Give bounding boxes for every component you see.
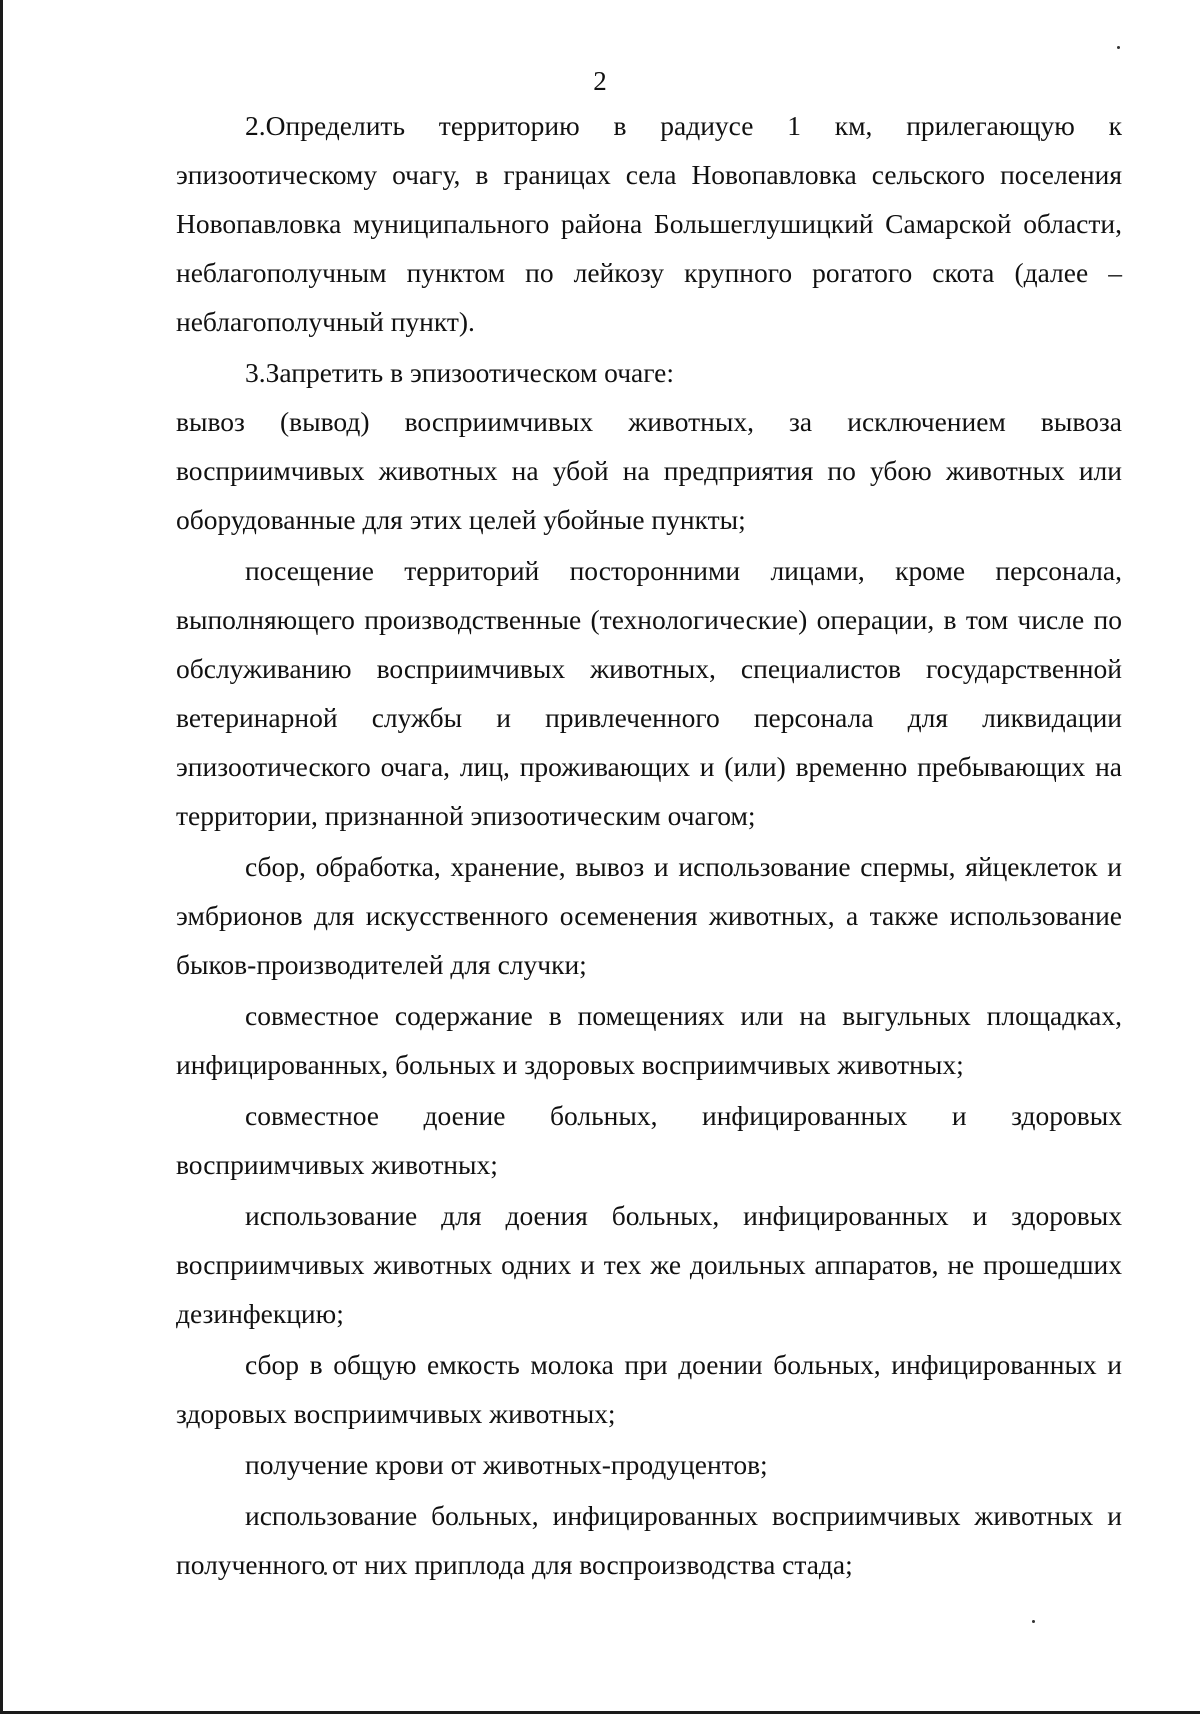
- scan-speck: [1032, 1620, 1035, 1623]
- prohibition-item: использование больных, инфицированных восприимчивых животных и полученного от них приплода для воспроизводства стада;: [176, 1500, 1122, 1580]
- prohibition-item: посещение территорий посторонними лицами, кроме персонала, выполняющего производственные (технологические) операции, в том числе по обслуживанию восприимчивых животных, специалистов государственной ветеринарной службы и привлеченного персонала для ликвидации эпизоотического очага, лиц, проживающих и (или) временно пребывающих на территории, признанной эпизоотическим очагом;: [176, 555, 1122, 831]
- prohibition-item: сбор, обработка, хранение, вывоз и использование спермы, яйцеклеток и эмбрионов для искусственного осеменения животных, а также использование быков-производителей для случки;: [176, 851, 1122, 980]
- prohibition-item: использование для доения больных, инфицированных и здоровых восприимчивых животных одних и тех же доильных аппаратов, не прошедших дезинфекцию;: [176, 1200, 1122, 1329]
- paragraph-3: 3.Запретить в эпизоотическом очаге:: [245, 357, 674, 388]
- scan-speck: [1117, 46, 1120, 49]
- prohibition-item: получение крови от животных-продуцентов;: [245, 1449, 768, 1480]
- prohibition-item: вывоз (вывод) восприимчивых животных, за исключением вывоза восприимчивых животных на убой на предприятия по убою животных или оборудованные для этих целей убойные пункты;: [176, 406, 1122, 535]
- page-number: 2: [593, 66, 607, 96]
- paragraph-2: 2.Определить территорию в радиусе 1 км, прилегающую к эпизоотическому очагу, в границах села Новопавловка сельского поселения Новопавловка муниципального района Большеглушицкий Самарской области, неблагополучным пунктом по лейкозу крупного рогатого скота (далее – неблагополучный пункт).: [176, 110, 1122, 337]
- prohibition-item: сбор в общую емкость молока при доении больных, инфицированных и здоровых восприимчивых животных;: [176, 1349, 1122, 1429]
- prohibition-item: совместное содержание в помещениях или на выгульных площадках, инфицированных, больных и здоровых восприимчивых животных;: [176, 1000, 1122, 1080]
- document-body: [176, 101, 1122, 1589]
- scan-edge-left: [0, 0, 3, 1714]
- prohibition-item: совместное доение больных, инфицированных и здоровых восприимчивых животных;: [176, 1100, 1122, 1180]
